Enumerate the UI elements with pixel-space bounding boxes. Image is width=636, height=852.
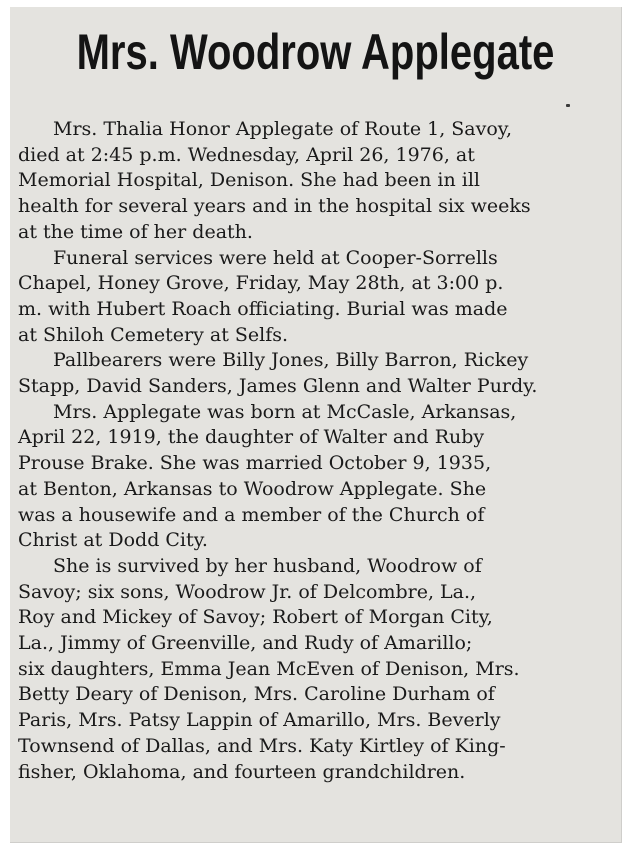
text-line: Betty Deary of Denison, Mrs. Caroline Durham of <box>18 683 495 706</box>
paragraph-survivors <box>18 554 614 785</box>
paragraph-pallbearers <box>18 348 614 399</box>
text-line: Mrs. Thalia Honor Applegate of Route 1, Savoy, <box>53 118 513 140</box>
text-line: at Shiloh Cemetery at Selfs. <box>18 323 289 346</box>
paragraph-death-notice <box>18 117 614 246</box>
newspaper-clipping <box>10 7 622 843</box>
obituary-body <box>18 117 614 785</box>
text-line: Savoy; six sons, Woodrow Jr. of Delcombre, La., <box>18 580 477 603</box>
text-line: was a housewife and a member of the Church of <box>18 503 485 526</box>
text-line: at Benton, Arkansas to Woodrow Applegate. She <box>18 477 487 500</box>
text-line: Christ at Dodd City. <box>18 529 208 552</box>
text-line: Memorial Hospital, Denison. She had been in ill <box>18 169 480 192</box>
text-line: April 22, 1919, the daughter of Walter and Ruby <box>18 426 485 449</box>
text-line: Paris, Mrs. Patsy Lappin of Amarillo, Mrs. Beverly <box>18 709 501 732</box>
text-line: She is survived by her husband, Woodrow of <box>53 554 482 577</box>
text-line: fisher, Oklahoma, and fourteen grandchildren. <box>18 760 466 783</box>
text-line: six daughters, Emma Jean McEven of Denison, Mrs. <box>18 657 520 680</box>
text-line: Townsend of Dallas, and Mrs. Katy Kirtley of King- <box>18 734 506 757</box>
text-line: Mrs. Applegate was born at McCasle, Arkansas, <box>53 400 517 423</box>
text-line: health for several years and in the hospital six weeks <box>18 195 531 218</box>
print-speck <box>566 104 570 107</box>
paragraph-funeral-services <box>18 246 614 349</box>
text-line: Funeral services were held at Cooper-Sorrells <box>53 246 498 269</box>
text-line: Prouse Brake. She was married October 9, 1935, <box>18 452 492 475</box>
text-line: Stapp, David Sanders, James Glenn and Walter Purdy. <box>18 375 538 398</box>
text-line: Chapel, Honey Grove, Friday, May 28th, at 3:00 p. <box>18 272 504 295</box>
text-line: m. with Hubert Roach officiating. Burial was made <box>18 297 508 320</box>
text-line: at the time of her death. <box>18 220 253 243</box>
text-line: Pallbearers were Billy Jones, Billy Barron, Rickey <box>53 349 529 372</box>
paragraph-biography <box>18 400 614 554</box>
obituary-headline: Mrs. Woodrow Applegate <box>76 24 555 80</box>
text-line: died at 2:45 p.m. Wednesday, April 26, 1976, at <box>18 143 475 166</box>
text-line: La., Jimmy of Greenville, and Rudy of Amarillo; <box>18 632 473 655</box>
text-line: Roy and Mickey of Savoy; Robert of Morgan City, <box>18 606 493 629</box>
